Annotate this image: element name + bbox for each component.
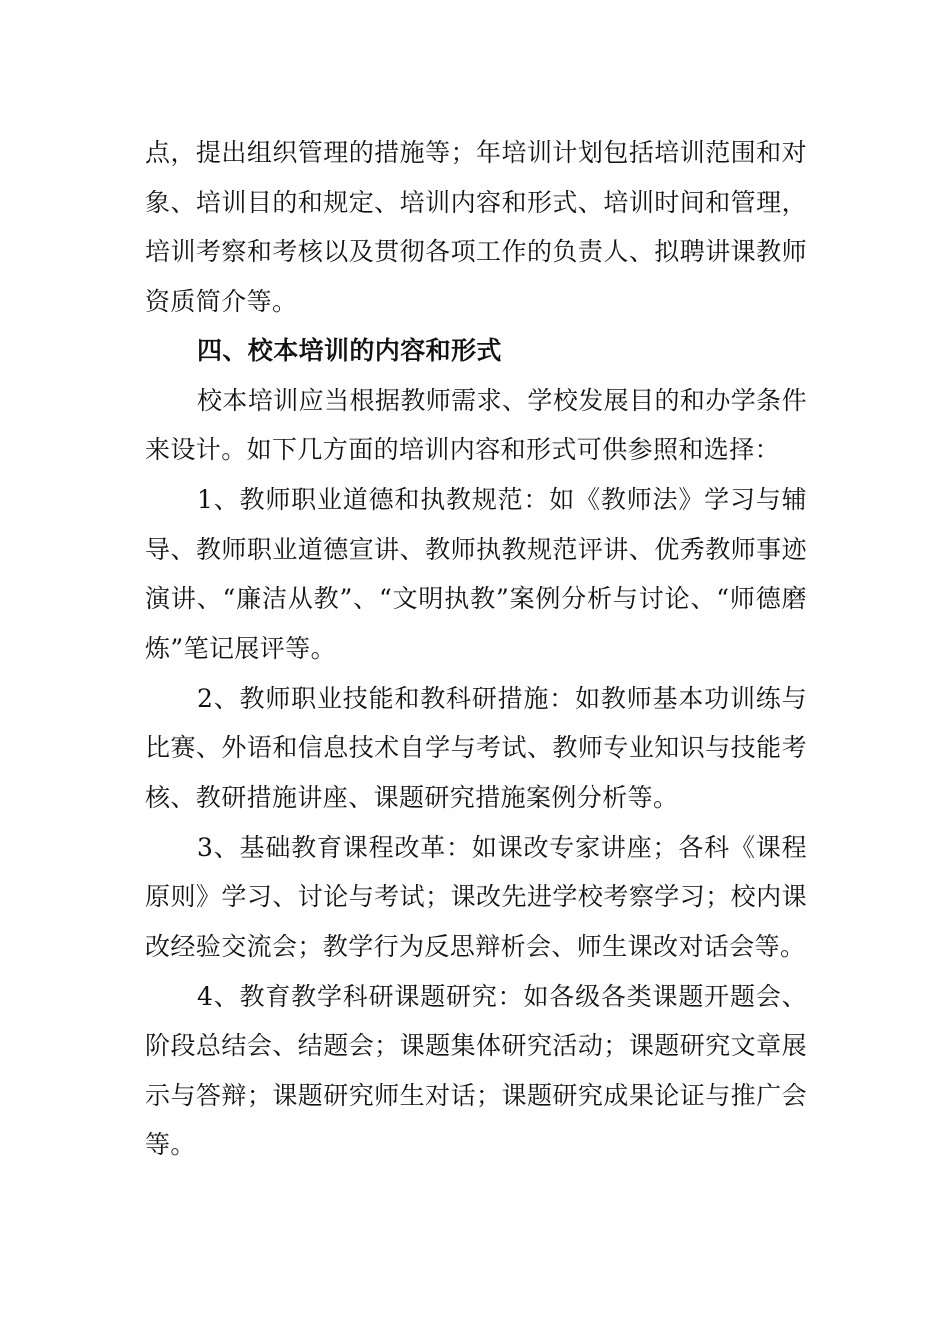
paragraph-continuation: 点，提出组织管理的措施等；年培训计划包括培训范围和对象、培训目的和规定、培训内容和形式、培训时间和管理，培训考察和考核以及贯彻各项工作的负责人、拟聘讲课教师资质简介等。 <box>145 138 807 316</box>
list-item-3: 3、基础教育课程改革：如课改专家讲座；各科《课程原则》学习、讨论与考试；课改先进学校考察学习；校内课改经验交流会；教学行为反思辩析会、师生课改对话会等。 <box>145 832 807 961</box>
section-heading-4: 四、校本培训的内容和形式 <box>197 336 502 365</box>
list-item-2: 2、教师职业技能和教科研措施：如教师基本功训练与比赛、外语和信息技术自学与考试、教师专业知识与技能考核、教研措施讲座、课题研究措施案例分析等。 <box>145 683 807 812</box>
document-body <box>145 128 807 1170</box>
section-intro-paragraph: 校本培训应当根据教师需求、学校发展目的和办学条件来设计。如下几方面的培训内容和形式可供参照和选择： <box>145 385 807 464</box>
list-item-4: 4、教育教学科研课题研究：如各级各类课题开题会、阶段总结会、结题会；课题集体研究活动；课题研究文章展示与答辩；课题研究师生对话；课题研究成果论证与推广会等。 <box>145 981 807 1159</box>
list-item-1: 1、教师职业道德和执教规范：如《教师法》学习与辅导、教师职业道德宣讲、教师执教规范评讲、优秀教师事迹演讲、“廉洁从教”、“文明执教”案例分析与讨论、“师德磨炼”笔记展评等。 <box>145 485 807 663</box>
